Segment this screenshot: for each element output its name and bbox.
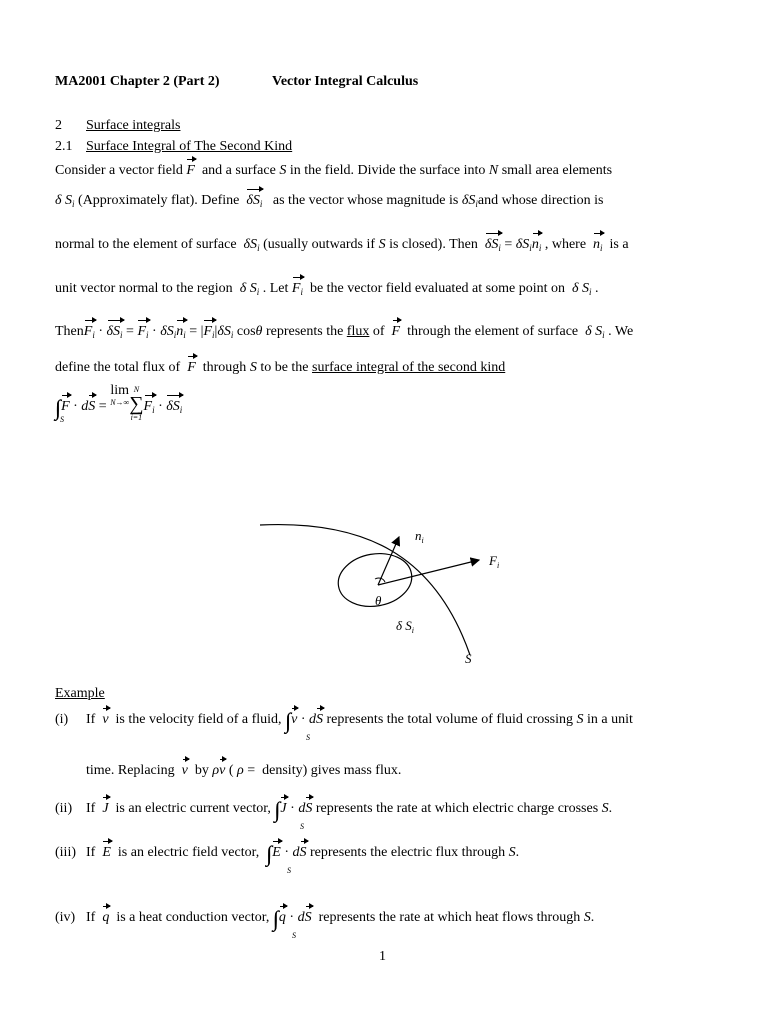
surface-curve [260, 525, 470, 655]
label-theta: θ [375, 593, 382, 608]
example-iii-line: If E is an electric field vector, ∫∫ E · dS represents the electric flux through S. [86, 841, 520, 866]
subsection-number: 2.1 [55, 139, 73, 154]
section-title: Surface integrals [86, 118, 181, 133]
section-number: 2 [55, 118, 62, 133]
example-i-line-2: time. Replacing v by ρv ( ρ = density) gives mass flux. [86, 763, 402, 778]
example-iii-number: (iii) [55, 845, 76, 860]
example-iv-number: (iv) [55, 910, 76, 925]
surface-integral-formula: ∫∫ F · dS = lim N→∞ N ∑ i=1 $F_i \cdot \delta S_i$ [55, 383, 183, 422]
label-dS: δ $S_i$ [396, 618, 415, 635]
surface-element-diagram [255, 515, 505, 685]
label-F: $F_i$ [489, 553, 500, 570]
course-header: MA2001 Chapter 2 (Part 2) [55, 74, 220, 89]
example-ii-line: If J is an electric current vector, ∫∫ J · dS represents the rate at which electric charge crosses S. [86, 797, 613, 822]
example-ii-number: (ii) [55, 801, 73, 816]
subsection-title: Surface Integral of The Second Kind [86, 139, 293, 154]
example-i-number: (i) [55, 712, 69, 727]
document-title: Vector Integral Calculus [272, 74, 419, 89]
page-number: 1 [379, 949, 386, 964]
para-line-4: unit vector normal to the region δ $S_i$ . Let $F_i$ be the vector field evaluated at some point on δ $S_i$ . [55, 281, 599, 297]
para-line-3: normal to the element of surface $\delta S_i$ (usually outwards if S is closed). Then $\delta S_i = \delta S_in_i$ , where $n_i$ is a [55, 237, 629, 253]
normal-vector-arrow [378, 537, 399, 585]
label-n: $n_i$ [415, 528, 424, 545]
example-i-line-1: If v is the velocity field of a fluid, ∫∫ v · dS represents the total volume of fluid crossing S in a unit [86, 708, 633, 733]
para-line-2: δ $S_i$ (Approximately flat). Define $\delta S_i$ as the vector whose magnitude is $\delta S_iand$ whose direction is [55, 193, 604, 209]
para-line-6: define the total flux of F through S to be the surface integral of the second kind [55, 360, 506, 375]
example-heading: Example [55, 686, 105, 701]
label-S: S [465, 651, 472, 666]
para-line-1: Consider a vector field F and a surface S in the field. Divide the surface into N small area elements [55, 163, 613, 178]
example-iv-line: If q is a heat conduction vector, ∫∫ q · dS represents the rate at which heat flows through S. [86, 906, 595, 931]
para-line-5: ThenF$_i$ · $\delta S_i = F_i \cdot \delta S_in_i = |F_i|\delta S_i$ cosθ represents the flux of F through the element of surface δ $S_i$ . We [55, 324, 634, 340]
